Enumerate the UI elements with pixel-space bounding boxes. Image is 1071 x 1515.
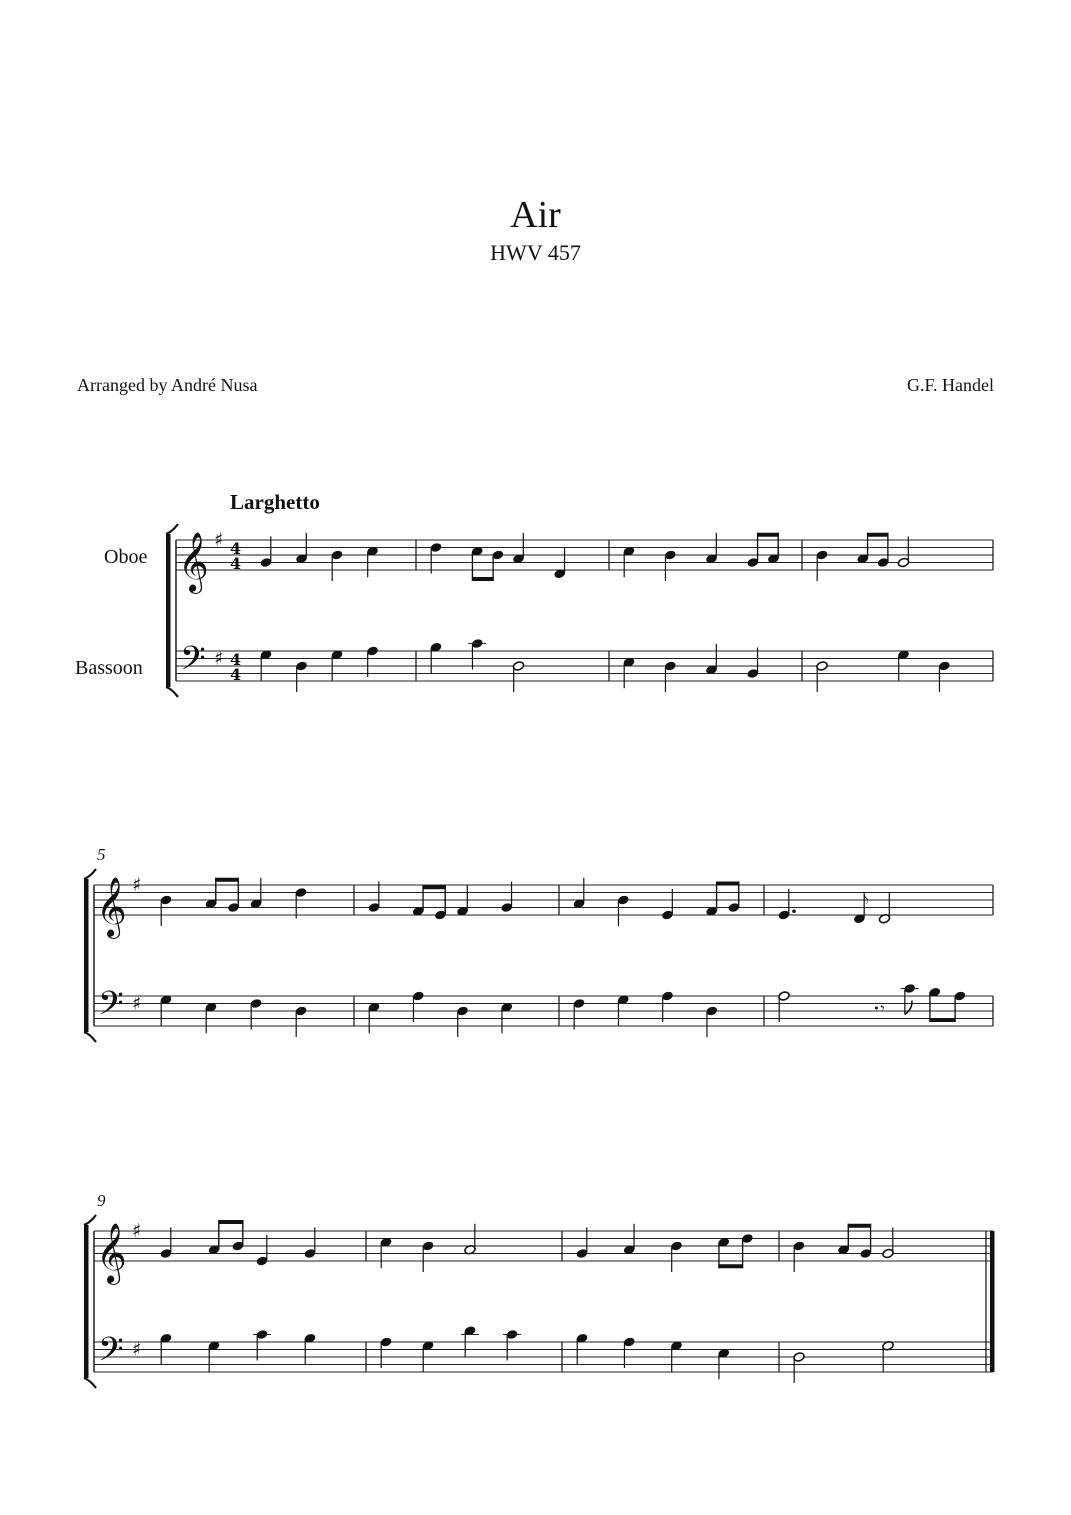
eighth-rest-icon: 𝄾 bbox=[880, 999, 885, 1018]
beam bbox=[215, 878, 239, 882]
bracket bbox=[166, 534, 171, 687]
flag-icon: 𝅮 bbox=[864, 891, 869, 912]
beam bbox=[848, 1224, 871, 1228]
instrument-label-oboe: Oboe bbox=[104, 546, 148, 568]
treble-clef-icon: 𝄞 bbox=[96, 877, 127, 937]
time-signature-bottom: 4 bbox=[230, 665, 242, 684]
key-signature-sharp-icon: ♯ bbox=[132, 1220, 142, 1242]
bracket-hook-bottom bbox=[84, 1378, 96, 1388]
key-signature-sharp-icon: ♯ bbox=[214, 647, 224, 670]
arranger-credit: Arranged by André Nusa bbox=[77, 375, 258, 395]
bracket-hook-top bbox=[84, 1215, 96, 1225]
bass-clef-icon: 𝄢 bbox=[180, 640, 206, 686]
page-title: Air bbox=[510, 194, 561, 236]
beam bbox=[422, 885, 445, 889]
key-signature-sharp-icon: ♯ bbox=[132, 992, 142, 1015]
treble-clef-icon: 𝄞 bbox=[178, 532, 209, 592]
time-signature-top: 4 bbox=[230, 650, 242, 669]
bracket bbox=[84, 879, 89, 1032]
treble-clef-icon: 𝄞 bbox=[96, 1223, 127, 1283]
beam bbox=[716, 882, 739, 886]
final-barline bbox=[990, 1231, 995, 1372]
catalog-subtitle: HWV 457 bbox=[490, 240, 581, 265]
key-signature-sharp-icon: ♯ bbox=[132, 1338, 142, 1361]
time-signature-bottom: 4 bbox=[230, 554, 242, 573]
bass-clef-icon: 𝄢 bbox=[98, 985, 124, 1031]
beam bbox=[757, 533, 779, 537]
bracket-hook-bottom bbox=[166, 687, 178, 697]
dot bbox=[792, 909, 796, 913]
flag bbox=[905, 1001, 912, 1015]
instrument-label-bassoon: Bassoon bbox=[75, 657, 143, 679]
key-signature-sharp-icon: ♯ bbox=[132, 874, 142, 896]
beam bbox=[718, 1264, 743, 1268]
bracket bbox=[84, 1225, 89, 1378]
bass-clef-icon: 𝄢 bbox=[98, 1331, 124, 1377]
beam bbox=[472, 577, 494, 581]
key-signature-sharp-icon: ♯ bbox=[214, 529, 224, 551]
bracket-hook-top bbox=[84, 869, 96, 879]
beam bbox=[929, 1018, 955, 1022]
time-signature-top: 4 bbox=[230, 539, 242, 558]
measure-number-5: 5 bbox=[97, 845, 106, 864]
tempo-marking: Larghetto bbox=[230, 490, 320, 514]
beam bbox=[867, 533, 889, 537]
composer-credit: G.F. Handel bbox=[906, 375, 994, 395]
beam bbox=[218, 1220, 243, 1224]
dot bbox=[875, 1007, 878, 1010]
measure-number-9: 9 bbox=[97, 1191, 106, 1210]
bracket-hook-top bbox=[166, 524, 178, 534]
bracket-hook-bottom bbox=[84, 1032, 96, 1042]
